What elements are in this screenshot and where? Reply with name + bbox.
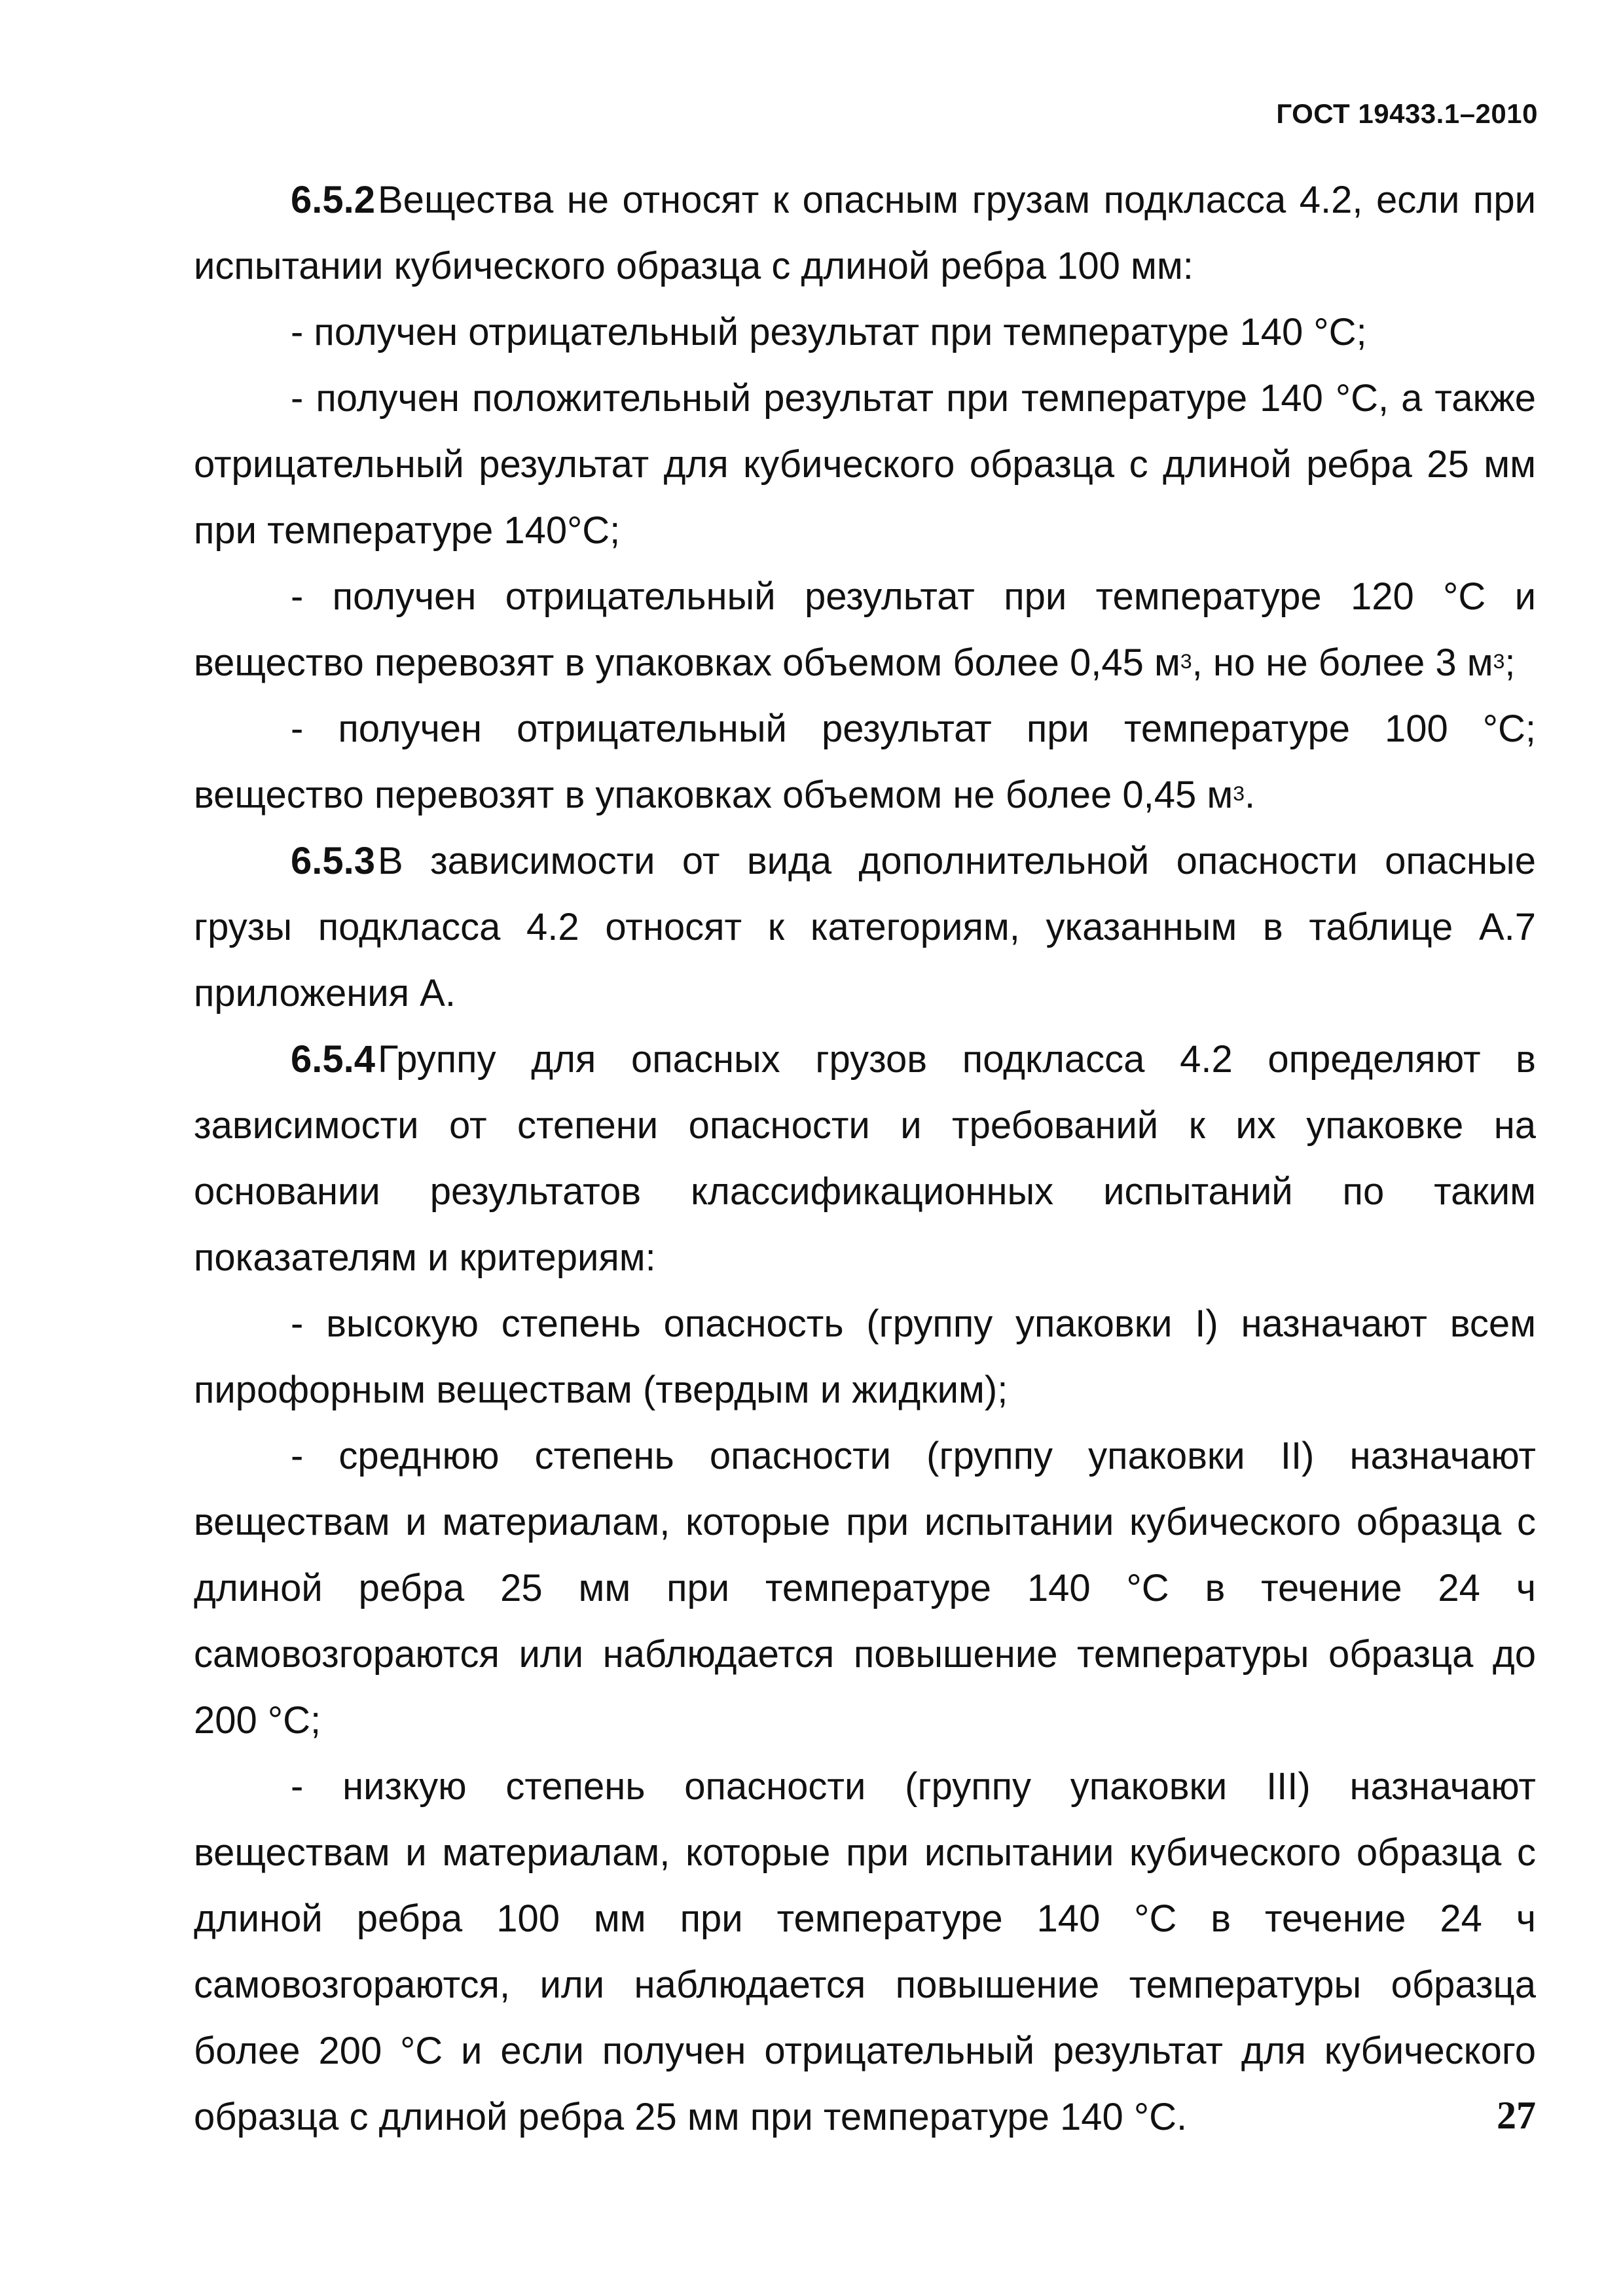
list-item-text: - высокую степень опасность (группу упаковки I) назначают всем пирофорным веществам (твердым и жидким); [194,1302,1536,1411]
list-item-text: - получен отрицательный результат при температуре 140 °С; [291,311,1367,353]
clause-number: 6.5.3 [291,840,375,882]
document-header [1276,98,1538,130]
list-item [194,365,1536,564]
superscript: 3 [1493,649,1505,673]
list-item [194,1291,1536,1423]
clause-text: Вещества не относят к опасным грузам подкласса 4.2, если при испытании кубического образца с длиной ребра 100 мм: [194,179,1536,287]
superscript: 3 [1180,649,1192,673]
list-item-text: - получен отрицательный результат при температуре 120 °С и вещество перевозят в упаковках объемом более 0,45 м [194,575,1536,684]
list-item-text: - получен положительный результат при температуре 140 °С, а также отрицательный результат для кубического образца с длиной ребра 25 мм при температуре 140°С; [194,377,1536,552]
list-item-text: . [1245,774,1256,816]
list-item [194,299,1536,365]
page-number: 27 [1497,2094,1536,2137]
document-body [194,167,1536,2150]
clause-6-5-3 [194,828,1536,1026]
list-item-text: - среднюю степень опасности (группу упаковки II) назначают веществам и материалам, которые при испытании кубического образца с длиной ребра 25 мм при температуре 140 °С в течение 24 ч самовозгораются или наблюдается повышение температуры образца до 200 °С; [194,1435,1536,1742]
list-item-text: - низкую степень опасности (группу упаковки III) назначают веществам и материалам, которые при испытании кубического образца с длиной ребра 100 мм при температуре 140 °С в течение 24 ч самовозгораются, или наблюдается повышение температуры образца более 200 °С и если получен отрицательный результат для кубического образца с длиной ребра 25 мм при температуре 140 °С. [194,1765,1536,2138]
clause-6-5-2 [194,167,1536,299]
clause-number: 6.5.2 [291,179,375,221]
document-code: ГОСТ 19433.1–2010 [1276,98,1538,129]
clause-text: Группу для опасных грузов подкласса 4.2 определяют в зависимости от степени опасности и требований к их упаковке на основании результатов классификационных испытаний по таким показателям и критериям: [194,1038,1536,1279]
superscript: 3 [1233,781,1245,805]
list-item [194,564,1536,696]
list-item-text: - получен отрицательный результат при температуре 100 °С; вещество перевозят в упаковках объемом не более 0,45 м [194,708,1536,816]
list-item [194,1423,1536,1753]
list-item-text: , но не более 3 м [1192,641,1493,684]
list-item [194,696,1536,828]
clause-number: 6.5.4 [291,1038,375,1081]
clause-6-5-4 [194,1026,1536,1291]
list-item [194,1753,1536,2150]
list-item-text: ; [1504,641,1516,684]
clause-text: В зависимости от вида дополнительной опасности опасные грузы подкласса 4.2 относят к категориям, указанным в таблице А.7 приложения А. [194,840,1536,1014]
